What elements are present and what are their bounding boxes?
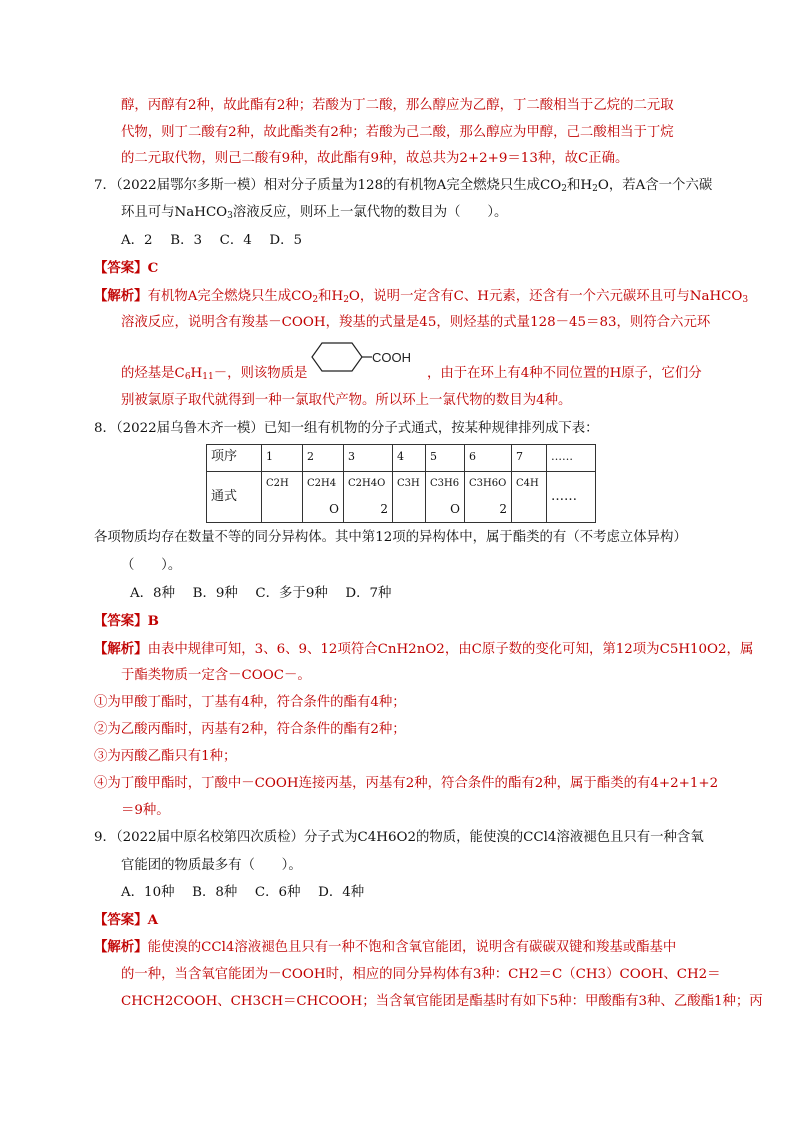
table-header-cell: 1 (262, 445, 303, 472)
table-cell: C2H (262, 472, 303, 523)
explanation-line: ＝9种。 (121, 803, 170, 818)
explanation-line: 别被氯原子取代就得到一种一氯取代产物。所以环上一氯代物的数目为4种。 (121, 393, 572, 408)
explanation-line: ③为丙酸乙酯只有1种； (94, 749, 237, 764)
cooh-label: COOH (372, 350, 411, 365)
question-9-options: A．10种 B．8种 C．6种 D．4种 (121, 885, 365, 900)
cyclohexane-ring (312, 343, 362, 371)
explanation-line: 【解析】能使溴的CCl4溶液褪色且只有一种不饱和含氧官能团，说明含有碳碳双键和羧基或酯基中 (94, 939, 677, 955)
explanation-line: 的二元取代物，则己二酸有9种，故此酯有9种，故总共为2+2+9＝13种，故C正确。 (121, 151, 629, 166)
explanation-line: 醇，丙醇有2种，故此酯有2种；若酸为丁二酸，那么醇应为乙醇，丁二酸相当于乙烷的二元取 (121, 98, 674, 113)
formula-table (206, 444, 596, 523)
explanation-line: 【解析】由表中规律可知，3、6、9、12项符合CnH2nO2，由C原子数的变化可知，第12项为C5H10O2，属 (94, 641, 754, 657)
question-8-stem: 8．（2022届乌鲁木齐一模）已知一组有机物的分子式通式，按某种规律排列成下表： (94, 421, 599, 436)
table-header-cell: 6 (465, 445, 512, 472)
question-9-stem: 9．（2022届中原名校第四次质检）分子式为C4H6O2的物质，能使溴的CCl4溶液褪色且只有一种含氧 (94, 830, 704, 845)
table-header-cell: 2 (303, 445, 344, 472)
explanation-line: ④为丁酸甲酯时，丁酸中－COOH连接丙基，丙基有2种，符合条件的酯有2种，属于酯类的有4+2+1+2 (94, 776, 719, 791)
table-cell: C2H4 O (303, 472, 344, 523)
table-header-cell: 7 (512, 445, 547, 472)
explanation-line: ，由于在环上有4种不同位置的H原子，它们分 (427, 366, 702, 381)
table-cell: 通式 (207, 472, 262, 523)
table-cell: …… (547, 472, 596, 523)
table-header-cell: 5 (426, 445, 465, 472)
question-7-stem: 7．（2022届鄂尔多斯一模）相对分子质量为128的有机物A完全燃烧只生成$CO_2$和$H_2O$，若A含一个六碳 (94, 178, 713, 194)
explanation-line: ②为乙酸丙酯时，丙基有2种，符合条件的酯有2种； (94, 722, 406, 737)
table-header-cell: 4 (393, 445, 426, 472)
explanation-line: 【解析】有机物A完全燃烧只生成$CO_2$和$H_2O$，说明一定含有C、H元素，还含有一个六元碳环且可与NaHCO$_3$ (94, 288, 749, 305)
question-7-options: A．2 B．3 C．4 D．5 (121, 233, 303, 248)
table-row (207, 445, 596, 472)
question-8-stem: （ ）。 (121, 558, 182, 573)
question-7-stem: 环且可与NaHCO$_3$溶液反应，则环上一氯代物的数目为（ ）。 (121, 205, 508, 221)
answer-line: 【答案】B (94, 613, 159, 629)
explanation-line: ①为甲酸丁酯时，丁基有4种，符合条件的酯有4种； (94, 695, 406, 710)
explanation-line: 的烃基是$C_6H_{11}-$，则该物质是 (121, 366, 308, 382)
table-cell: C4H (512, 472, 547, 523)
table-cell: C3H6O 2 (465, 472, 512, 523)
table-header-cell: 项序 (207, 445, 262, 472)
answer-line: 【答案】C (94, 260, 159, 276)
question-8-options: A．8种 B．9种 C．多于9种 D．7种 (130, 586, 392, 601)
question-8-stem: 各项物质均存在数量不等的同分异构体。其中第12项的异构体中，属于酯类的有（不考虑立体异构） (94, 530, 687, 545)
table-header-cell: 3 (344, 445, 393, 472)
table-header-cell: …… (547, 445, 596, 472)
explanation-line: CHCH2COOH、CH3CH＝CHCOOH；当含氧官能团是酯基时有如下5种：甲酸酯有3种、乙酸酯1种；丙 (121, 994, 763, 1009)
explanation-line: 代物，则丁二酸有2种，故此酯类有2种；若酸为己二酸，那么醇应为甲醇，己二酸相当于丁烷 (121, 125, 674, 140)
explanation-line: 的一种，当含氧官能团为－COOH时，相应的同分异构体有3种：CH2＝C（CH3）COOH、CH2＝ (121, 967, 721, 982)
answer-line: 【答案】A (94, 912, 158, 928)
question-9-stem: 官能团的物质最多有（ ）。 (121, 858, 302, 873)
table-cell: C3H6 O (426, 472, 465, 523)
table-cell: C3H (393, 472, 426, 523)
cyclohexane-carboxylic-acid-structure (308, 340, 420, 374)
explanation-line: 溶液反应，说明含有羧基－COOH，羧基的式量是45，则烃基的式量128－45＝83，则符合六元环 (121, 315, 711, 330)
table-cell: C2H4O 2 (344, 472, 393, 523)
table-row (207, 472, 596, 523)
explanation-line: 于酯类物质一定含－COOC－。 (121, 668, 311, 683)
